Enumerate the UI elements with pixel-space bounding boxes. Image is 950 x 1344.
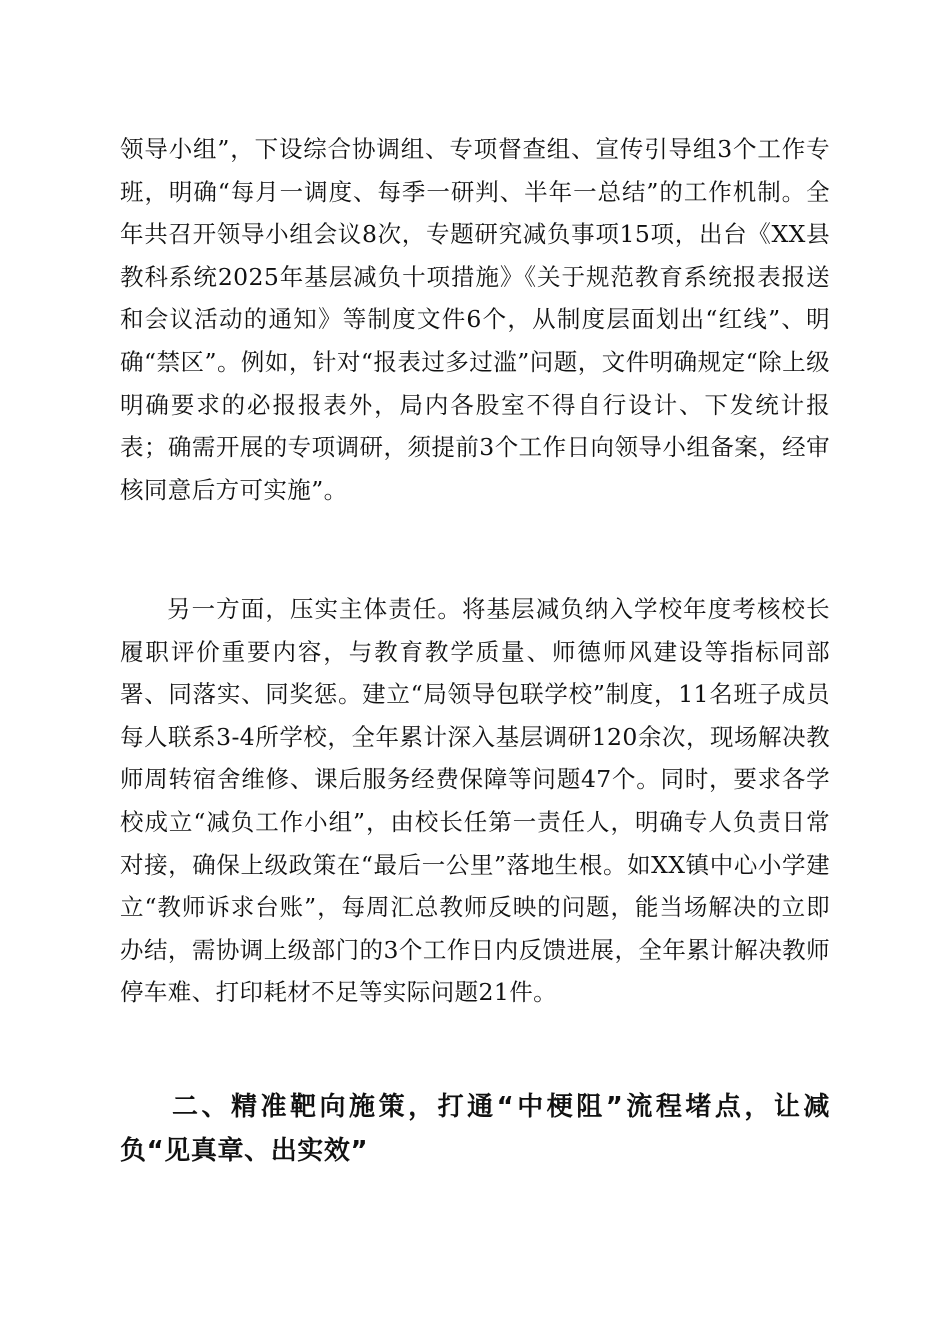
section-heading: 二、精准靶向施策，打通“中梗阻”流程堵点，让减负“见真章、出实效” bbox=[120, 1092, 830, 1166]
body-paragraph-2: 另一方面，压实主体责任。将基层减负纳入学校年度考核校长履职评价重要内容，与教育教学质量、师德师风建设等指标同部署、同落实、同奖惩。建立“局领导包联学校”制度，11名班子成员每人联系3-4所学校，全年累计深入基层调研120余次，现场解决教师周转宿舍维修、课后服务经费保障等问题47个。同时，要求各学校成立“减负工作小组”，由校长任第一责任人，明确专人负责日常对接，确保上级政策在“最后一公里”落地生根。如XX镇中心小学建立“教师诉求台账”，每周汇总教师反映的问题，能当场解决的立即办结，需协调上级部门的3个工作日内反馈进展，全年累计解决教师停车难、打印耗材不足等实际问题21件。 bbox=[120, 595, 830, 1007]
body-paragraph-1: 领导小组”，下设综合协调组、专项督查组、宣传引导组3个工作专班，明确“每月一调度、每季一研判、半年一总结”的工作机制。全年共召开领导小组会议8次，专题研究减负事项15项，出台《XX县教科系统2025年基层减负十项措施》《关于规范教育系统报表报送和会议活动的通知》等制度文件6个，从制度层面划出“红线”、明确“禁区”。例如，针对“报表过多过滥”问题，文件明确规定“除上级明确要求的必报报表外，局内各股室不得自行设计、下发统计报表；确需开展的专项调研，须提前3个工作日向领导小组备案，经审核同意后方可实施”。 bbox=[120, 135, 830, 504]
